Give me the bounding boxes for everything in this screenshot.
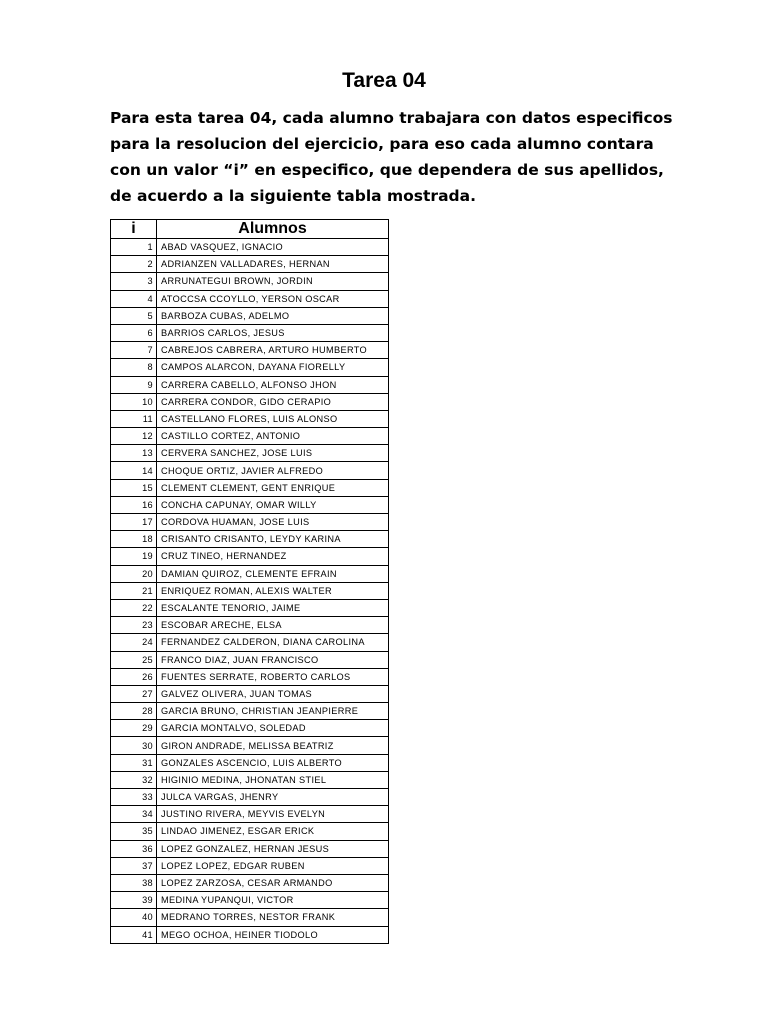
student-name: LINDAO JIMENEZ, ESGAR ERICK	[157, 823, 389, 840]
row-index: 7	[111, 342, 157, 359]
table-row	[111, 703, 389, 720]
table-row	[111, 290, 389, 307]
student-name: LOPEZ ZARZOSA, CESAR ARMANDO	[157, 874, 389, 891]
row-index: 22	[111, 599, 157, 616]
row-index: 4	[111, 290, 157, 307]
row-index: 23	[111, 617, 157, 634]
student-name: CASTILLO CORTEZ, ANTONIO	[157, 428, 389, 445]
table-row	[111, 393, 389, 410]
row-index: 15	[111, 479, 157, 496]
row-index: 36	[111, 840, 157, 857]
student-name: GONZALES ASCENCIO, LUIS ALBERTO	[157, 754, 389, 771]
table-row	[111, 359, 389, 376]
student-name: MEGO OCHOA, HEINER TIODOLO	[157, 926, 389, 943]
table-row	[111, 462, 389, 479]
row-index: 5	[111, 307, 157, 324]
table-row	[111, 445, 389, 462]
row-index: 37	[111, 857, 157, 874]
table-body	[111, 239, 389, 944]
table-header	[111, 220, 389, 239]
student-name: CRISANTO CRISANTO, LEYDY KARINA	[157, 531, 389, 548]
table-row	[111, 531, 389, 548]
table-row	[111, 428, 389, 445]
row-index: 30	[111, 737, 157, 754]
table-row	[111, 909, 389, 926]
student-name: GARCIA MONTALVO, SOLEDAD	[157, 720, 389, 737]
table-row	[111, 789, 389, 806]
intro-line: para la resolucion del ejercicio, para eso cada alumno contara	[110, 135, 654, 153]
student-name: MEDINA YUPANQUI, VICTOR	[157, 892, 389, 909]
student-name: CLEMENT CLEMENT, GENT ENRIQUE	[157, 479, 389, 496]
table-row	[111, 720, 389, 737]
table-row	[111, 823, 389, 840]
student-name: FRANCO DIAZ, JUAN FRANCISCO	[157, 651, 389, 668]
student-name: CASTELLANO FLORES, LUIS ALONSO	[157, 410, 389, 427]
student-name: CARRERA CONDOR, GIDO CERAPIO	[157, 393, 389, 410]
table-row	[111, 771, 389, 788]
row-index: 34	[111, 806, 157, 823]
row-index: 29	[111, 720, 157, 737]
row-index: 38	[111, 874, 157, 891]
table-row	[111, 926, 389, 943]
table-row	[111, 582, 389, 599]
student-name: JUSTINO RIVERA, MEYVIS EVELYN	[157, 806, 389, 823]
student-name: LOPEZ GONZALEZ, HERNAN JESUS	[157, 840, 389, 857]
row-index: 19	[111, 548, 157, 565]
student-name: ESCALANTE TENORIO, JAIME	[157, 599, 389, 616]
table-row	[111, 634, 389, 651]
row-index: 20	[111, 565, 157, 582]
row-index: 24	[111, 634, 157, 651]
row-index: 8	[111, 359, 157, 376]
student-name: ADRIANZEN VALLADARES, HERNAN	[157, 256, 389, 273]
student-name: CABREJOS CABRERA, ARTURO HUMBERTO	[157, 342, 389, 359]
row-index: 2	[111, 256, 157, 273]
table-row	[111, 239, 389, 256]
table-row	[111, 857, 389, 874]
student-name: JULCA VARGAS, JHENRY	[157, 789, 389, 806]
intro-paragraph	[110, 105, 680, 209]
row-index: 27	[111, 685, 157, 702]
student-name: GARCIA BRUNO, CHRISTIAN JEANPIERRE	[157, 703, 389, 720]
row-index: 1	[111, 239, 157, 256]
student-name: FERNANDEZ CALDERON, DIANA CAROLINA	[157, 634, 389, 651]
row-index: 40	[111, 909, 157, 926]
student-name: ENRIQUEZ ROMAN, ALEXIS WALTER	[157, 582, 389, 599]
header-index: i	[111, 220, 157, 239]
row-index: 33	[111, 789, 157, 806]
page-title: Tarea 04	[342, 69, 426, 92]
student-name: CAMPOS ALARCON, DAYANA FIORELLY	[157, 359, 389, 376]
table-row	[111, 840, 389, 857]
row-index: 39	[111, 892, 157, 909]
student-name: CARRERA CABELLO, ALFONSO JHON	[157, 376, 389, 393]
student-name: ATOCCSA CCOYLLO, YERSON OSCAR	[157, 290, 389, 307]
table-row	[111, 548, 389, 565]
student-name: FUENTES SERRATE, ROBERTO CARLOS	[157, 668, 389, 685]
student-name: GIRON ANDRADE, MELISSA BEATRIZ	[157, 737, 389, 754]
table-row	[111, 565, 389, 582]
intro-line: de acuerdo a la siguiente tabla mostrada.	[110, 187, 476, 205]
student-name: CONCHA CAPUNAY, OMAR WILLY	[157, 496, 389, 513]
row-index: 17	[111, 514, 157, 531]
table-row	[111, 617, 389, 634]
table-row	[111, 668, 389, 685]
table-row	[111, 685, 389, 702]
student-name: ABAD VASQUEZ, IGNACIO	[157, 239, 389, 256]
student-name: CERVERA SANCHEZ, JOSE LUIS	[157, 445, 389, 462]
row-index: 26	[111, 668, 157, 685]
student-name: LOPEZ LOPEZ, EDGAR RUBEN	[157, 857, 389, 874]
row-index: 12	[111, 428, 157, 445]
row-index: 18	[111, 531, 157, 548]
header-students: Alumnos	[157, 220, 389, 239]
students-table	[110, 219, 389, 944]
row-index: 14	[111, 462, 157, 479]
row-index: 28	[111, 703, 157, 720]
row-index: 3	[111, 273, 157, 290]
table-row	[111, 651, 389, 668]
row-index: 25	[111, 651, 157, 668]
table-row	[111, 376, 389, 393]
table-row	[111, 496, 389, 513]
table-row	[111, 307, 389, 324]
row-index: 16	[111, 496, 157, 513]
row-index: 21	[111, 582, 157, 599]
row-index: 13	[111, 445, 157, 462]
row-index: 11	[111, 410, 157, 427]
intro-line: con un valor “i” en especifico, que dependera de sus apellidos,	[110, 161, 664, 179]
table-row	[111, 754, 389, 771]
row-index: 32	[111, 771, 157, 788]
student-name: ESCOBAR ARECHE, ELSA	[157, 617, 389, 634]
header-row	[111, 220, 389, 239]
student-name: DAMIAN QUIROZ, CLEMENTE EFRAIN	[157, 565, 389, 582]
student-name: MEDRANO TORRES, NESTOR FRANK	[157, 909, 389, 926]
student-name: CRUZ TINEO, HERNANDEZ	[157, 548, 389, 565]
row-index: 9	[111, 376, 157, 393]
table-row	[111, 514, 389, 531]
student-name: CHOQUE ORTIZ, JAVIER ALFREDO	[157, 462, 389, 479]
intro-line: Para esta tarea 04, cada alumno trabajara con datos especificos	[110, 109, 673, 127]
table-row	[111, 479, 389, 496]
table-row	[111, 874, 389, 891]
student-name: HIGINIO MEDINA, JHONATAN STIEL	[157, 771, 389, 788]
row-index: 31	[111, 754, 157, 771]
table-row	[111, 737, 389, 754]
table-row	[111, 324, 389, 341]
student-name: CORDOVA HUAMAN, JOSE LUIS	[157, 514, 389, 531]
row-index: 6	[111, 324, 157, 341]
row-index: 41	[111, 926, 157, 943]
table-row	[111, 410, 389, 427]
student-name: BARRIOS CARLOS, JESUS	[157, 324, 389, 341]
table-row	[111, 806, 389, 823]
student-name: BARBOZA CUBAS, ADELMO	[157, 307, 389, 324]
student-name: ARRUNATEGUI BROWN, JORDIN	[157, 273, 389, 290]
table-row	[111, 273, 389, 290]
table-row	[111, 892, 389, 909]
table-row	[111, 256, 389, 273]
table-row	[111, 342, 389, 359]
row-index: 35	[111, 823, 157, 840]
student-name: GALVEZ OLIVERA, JUAN TOMAS	[157, 685, 389, 702]
table-row	[111, 599, 389, 616]
row-index: 10	[111, 393, 157, 410]
